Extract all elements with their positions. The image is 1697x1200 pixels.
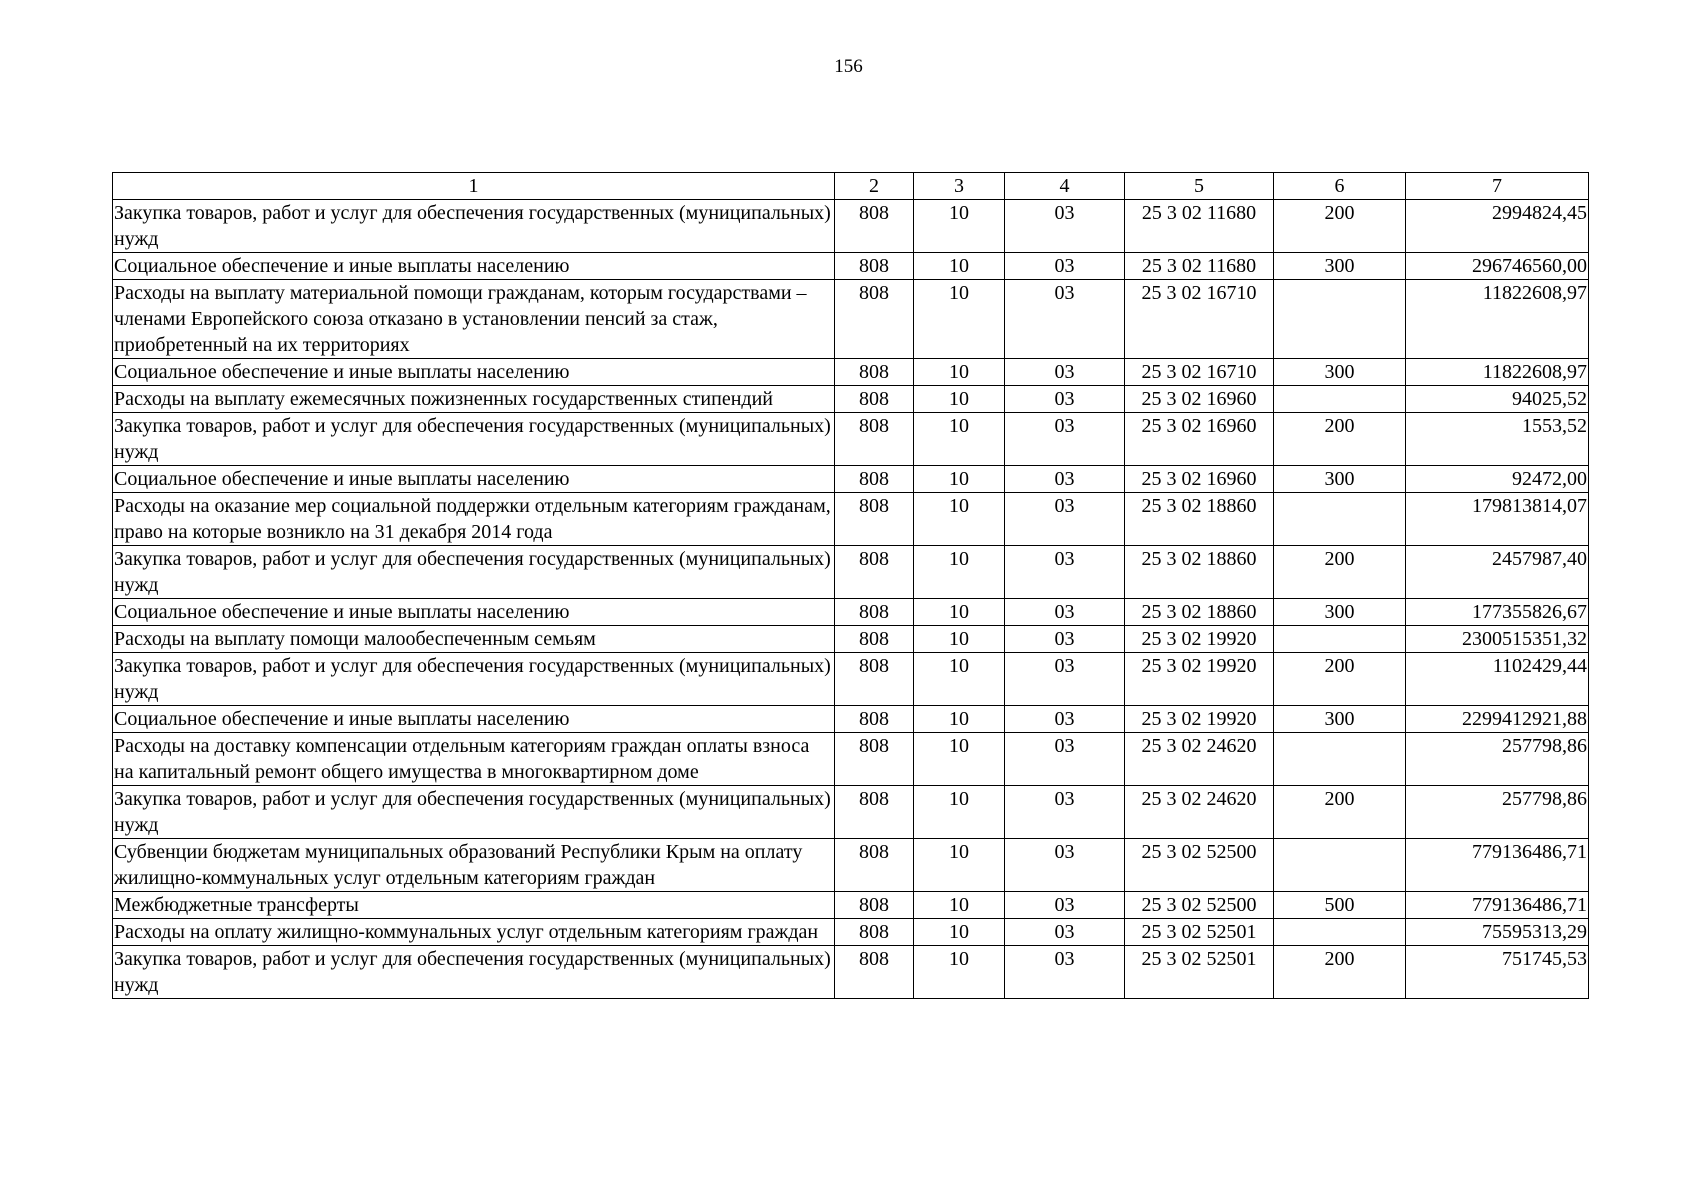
cell-section-code: 10 bbox=[914, 706, 1005, 733]
cell-target-code: 25 3 02 16960 bbox=[1125, 413, 1274, 466]
table-row bbox=[113, 919, 1589, 946]
cell-target-code: 25 3 02 11680 bbox=[1125, 200, 1274, 253]
cell-section-code: 10 bbox=[914, 466, 1005, 493]
table-row bbox=[113, 466, 1589, 493]
cell-name: Расходы на оказание мер социальной поддержки отдельным категориям гражданам, право на которые возникло на 31 декабря 2014 года bbox=[113, 493, 835, 546]
cell-subsection-code: 03 bbox=[1005, 466, 1125, 493]
cell-target-code: 25 3 02 19920 bbox=[1125, 706, 1274, 733]
cell-target-code: 25 3 02 52500 bbox=[1125, 892, 1274, 919]
cell-amount: 11822608,97 bbox=[1406, 359, 1589, 386]
cell-section-code: 10 bbox=[914, 253, 1005, 280]
table-row bbox=[113, 839, 1589, 892]
cell-name: Субвенции бюджетам муниципальных образований Республики Крым на оплату жилищно-коммунальных услуг отдельным категориям граждан bbox=[113, 839, 835, 892]
cell-target-code: 25 3 02 52500 bbox=[1125, 839, 1274, 892]
cell-target-code: 25 3 02 16710 bbox=[1125, 359, 1274, 386]
cell-name: Социальное обеспечение и иные выплаты населению bbox=[113, 466, 835, 493]
cell-ministry-code: 808 bbox=[835, 919, 914, 946]
cell-subsection-code: 03 bbox=[1005, 599, 1125, 626]
cell-ministry-code: 808 bbox=[835, 733, 914, 786]
table-row bbox=[113, 706, 1589, 733]
cell-ministry-code: 808 bbox=[835, 599, 914, 626]
cell-subsection-code: 03 bbox=[1005, 946, 1125, 999]
cell-subsection-code: 03 bbox=[1005, 706, 1125, 733]
cell-amount: 2457987,40 bbox=[1406, 546, 1589, 599]
page-number: 156 bbox=[834, 56, 863, 77]
cell-expense-type-code bbox=[1274, 839, 1406, 892]
cell-subsection-code: 03 bbox=[1005, 919, 1125, 946]
cell-ministry-code: 808 bbox=[835, 626, 914, 653]
cell-amount: 2299412921,88 bbox=[1406, 706, 1589, 733]
cell-expense-type-code: 200 bbox=[1274, 200, 1406, 253]
table-row bbox=[113, 200, 1589, 253]
cell-expense-type-code bbox=[1274, 386, 1406, 413]
cell-ministry-code: 808 bbox=[835, 359, 914, 386]
budget-table bbox=[112, 172, 1589, 999]
cell-target-code: 25 3 02 16710 bbox=[1125, 280, 1274, 359]
cell-amount: 75595313,29 bbox=[1406, 919, 1589, 946]
cell-section-code: 10 bbox=[914, 786, 1005, 839]
cell-amount: 2300515351,32 bbox=[1406, 626, 1589, 653]
cell-subsection-code: 03 bbox=[1005, 839, 1125, 892]
cell-name: Социальное обеспечение и иные выплаты населению bbox=[113, 599, 835, 626]
cell-expense-type-code bbox=[1274, 919, 1406, 946]
table-row bbox=[113, 653, 1589, 706]
cell-section-code: 10 bbox=[914, 546, 1005, 599]
cell-amount: 779136486,71 bbox=[1406, 892, 1589, 919]
cell-ministry-code: 808 bbox=[835, 253, 914, 280]
column-header: 4 bbox=[1005, 173, 1125, 200]
cell-section-code: 10 bbox=[914, 892, 1005, 919]
cell-subsection-code: 03 bbox=[1005, 200, 1125, 253]
cell-amount: 779136486,71 bbox=[1406, 839, 1589, 892]
cell-section-code: 10 bbox=[914, 839, 1005, 892]
cell-subsection-code: 03 bbox=[1005, 626, 1125, 653]
cell-ministry-code: 808 bbox=[835, 386, 914, 413]
table-row bbox=[113, 733, 1589, 786]
table-row bbox=[113, 626, 1589, 653]
cell-target-code: 25 3 02 52501 bbox=[1125, 919, 1274, 946]
table-row bbox=[113, 413, 1589, 466]
cell-target-code: 25 3 02 11680 bbox=[1125, 253, 1274, 280]
cell-ministry-code: 808 bbox=[835, 546, 914, 599]
table-row bbox=[113, 786, 1589, 839]
cell-amount: 296746560,00 bbox=[1406, 253, 1589, 280]
cell-section-code: 10 bbox=[914, 626, 1005, 653]
cell-expense-type-code bbox=[1274, 733, 1406, 786]
cell-ministry-code: 808 bbox=[835, 892, 914, 919]
cell-section-code: 10 bbox=[914, 413, 1005, 466]
cell-name: Расходы на выплату ежемесячных пожизненных государственных стипендий bbox=[113, 386, 835, 413]
cell-name: Закупка товаров, работ и услуг для обеспечения государственных (муниципальных) нужд bbox=[113, 546, 835, 599]
cell-expense-type-code: 200 bbox=[1274, 786, 1406, 839]
cell-subsection-code: 03 bbox=[1005, 280, 1125, 359]
cell-name: Социальное обеспечение и иные выплаты населению bbox=[113, 706, 835, 733]
cell-expense-type-code: 200 bbox=[1274, 546, 1406, 599]
cell-ministry-code: 808 bbox=[835, 280, 914, 359]
cell-target-code: 25 3 02 18860 bbox=[1125, 493, 1274, 546]
cell-target-code: 25 3 02 24620 bbox=[1125, 733, 1274, 786]
cell-section-code: 10 bbox=[914, 280, 1005, 359]
table-row bbox=[113, 359, 1589, 386]
cell-subsection-code: 03 bbox=[1005, 653, 1125, 706]
column-header: 2 bbox=[835, 173, 914, 200]
cell-expense-type-code: 300 bbox=[1274, 359, 1406, 386]
table-row bbox=[113, 599, 1589, 626]
cell-subsection-code: 03 bbox=[1005, 413, 1125, 466]
cell-name: Закупка товаров, работ и услуг для обеспечения государственных (муниципальных) нужд bbox=[113, 413, 835, 466]
cell-section-code: 10 bbox=[914, 599, 1005, 626]
cell-name: Межбюджетные трансферты bbox=[113, 892, 835, 919]
cell-amount: 177355826,67 bbox=[1406, 599, 1589, 626]
cell-ministry-code: 808 bbox=[835, 653, 914, 706]
column-header: 7 bbox=[1406, 173, 1589, 200]
cell-name: Расходы на выплату материальной помощи гражданам, которым государствами – членами Европейского союза отказано в установлении пенсий за стаж, приобретенный на их территориях bbox=[113, 280, 835, 359]
cell-name: Расходы на оплату жилищно-коммунальных услуг отдельным категориям граждан bbox=[113, 919, 835, 946]
cell-ministry-code: 808 bbox=[835, 200, 914, 253]
header-row bbox=[113, 173, 1589, 200]
column-header: 6 bbox=[1274, 173, 1406, 200]
cell-target-code: 25 3 02 52501 bbox=[1125, 946, 1274, 999]
cell-expense-type-code bbox=[1274, 626, 1406, 653]
cell-expense-type-code: 200 bbox=[1274, 946, 1406, 999]
cell-name: Расходы на выплату помощи малообеспеченным семьям bbox=[113, 626, 835, 653]
cell-name: Закупка товаров, работ и услуг для обеспечения государственных (муниципальных) нужд bbox=[113, 200, 835, 253]
cell-name: Социальное обеспечение и иные выплаты населению bbox=[113, 359, 835, 386]
cell-subsection-code: 03 bbox=[1005, 733, 1125, 786]
cell-subsection-code: 03 bbox=[1005, 253, 1125, 280]
cell-section-code: 10 bbox=[914, 493, 1005, 546]
cell-section-code: 10 bbox=[914, 386, 1005, 413]
cell-amount: 11822608,97 bbox=[1406, 280, 1589, 359]
column-header: 1 bbox=[113, 173, 835, 200]
table-row bbox=[113, 946, 1589, 999]
cell-target-code: 25 3 02 19920 bbox=[1125, 626, 1274, 653]
cell-section-code: 10 bbox=[914, 200, 1005, 253]
cell-target-code: 25 3 02 18860 bbox=[1125, 599, 1274, 626]
cell-expense-type-code bbox=[1274, 280, 1406, 359]
cell-name: Закупка товаров, работ и услуг для обеспечения государственных (муниципальных) нужд bbox=[113, 653, 835, 706]
cell-amount: 94025,52 bbox=[1406, 386, 1589, 413]
cell-name: Расходы на доставку компенсации отдельным категориям граждан оплаты взноса на капитальный ремонт общего имущества в многоквартирном доме bbox=[113, 733, 835, 786]
cell-expense-type-code: 200 bbox=[1274, 653, 1406, 706]
cell-ministry-code: 808 bbox=[835, 839, 914, 892]
cell-expense-type-code: 300 bbox=[1274, 253, 1406, 280]
cell-ministry-code: 808 bbox=[835, 946, 914, 999]
cell-subsection-code: 03 bbox=[1005, 493, 1125, 546]
cell-amount: 2994824,45 bbox=[1406, 200, 1589, 253]
cell-subsection-code: 03 bbox=[1005, 786, 1125, 839]
table-body bbox=[113, 200, 1589, 999]
cell-subsection-code: 03 bbox=[1005, 359, 1125, 386]
cell-target-code: 25 3 02 19920 bbox=[1125, 653, 1274, 706]
cell-expense-type-code: 200 bbox=[1274, 413, 1406, 466]
cell-amount: 257798,86 bbox=[1406, 786, 1589, 839]
cell-amount: 1553,52 bbox=[1406, 413, 1589, 466]
cell-expense-type-code: 300 bbox=[1274, 599, 1406, 626]
cell-section-code: 10 bbox=[914, 733, 1005, 786]
cell-ministry-code: 808 bbox=[835, 413, 914, 466]
cell-amount: 257798,86 bbox=[1406, 733, 1589, 786]
cell-target-code: 25 3 02 24620 bbox=[1125, 786, 1274, 839]
table-row bbox=[113, 493, 1589, 546]
cell-amount: 751745,53 bbox=[1406, 946, 1589, 999]
cell-section-code: 10 bbox=[914, 946, 1005, 999]
cell-name: Социальное обеспечение и иные выплаты населению bbox=[113, 253, 835, 280]
cell-target-code: 25 3 02 16960 bbox=[1125, 466, 1274, 493]
table-row bbox=[113, 253, 1589, 280]
cell-name: Закупка товаров, работ и услуг для обеспечения государственных (муниципальных) нужд bbox=[113, 786, 835, 839]
cell-section-code: 10 bbox=[914, 359, 1005, 386]
cell-target-code: 25 3 02 16960 bbox=[1125, 386, 1274, 413]
cell-amount: 179813814,07 bbox=[1406, 493, 1589, 546]
cell-target-code: 25 3 02 18860 bbox=[1125, 546, 1274, 599]
cell-expense-type-code: 300 bbox=[1274, 466, 1406, 493]
table-row bbox=[113, 386, 1589, 413]
cell-section-code: 10 bbox=[914, 919, 1005, 946]
table-row bbox=[113, 892, 1589, 919]
cell-ministry-code: 808 bbox=[835, 706, 914, 733]
table-row bbox=[113, 546, 1589, 599]
cell-expense-type-code: 500 bbox=[1274, 892, 1406, 919]
cell-amount: 92472,00 bbox=[1406, 466, 1589, 493]
cell-expense-type-code bbox=[1274, 493, 1406, 546]
cell-name: Закупка товаров, работ и услуг для обеспечения государственных (муниципальных) нужд bbox=[113, 946, 835, 999]
cell-ministry-code: 808 bbox=[835, 493, 914, 546]
cell-subsection-code: 03 bbox=[1005, 546, 1125, 599]
cell-ministry-code: 808 bbox=[835, 786, 914, 839]
cell-section-code: 10 bbox=[914, 653, 1005, 706]
cell-subsection-code: 03 bbox=[1005, 892, 1125, 919]
column-header: 3 bbox=[914, 173, 1005, 200]
table-row bbox=[113, 280, 1589, 359]
column-header: 5 bbox=[1125, 173, 1274, 200]
cell-expense-type-code: 300 bbox=[1274, 706, 1406, 733]
cell-ministry-code: 808 bbox=[835, 466, 914, 493]
cell-amount: 1102429,44 bbox=[1406, 653, 1589, 706]
cell-subsection-code: 03 bbox=[1005, 386, 1125, 413]
